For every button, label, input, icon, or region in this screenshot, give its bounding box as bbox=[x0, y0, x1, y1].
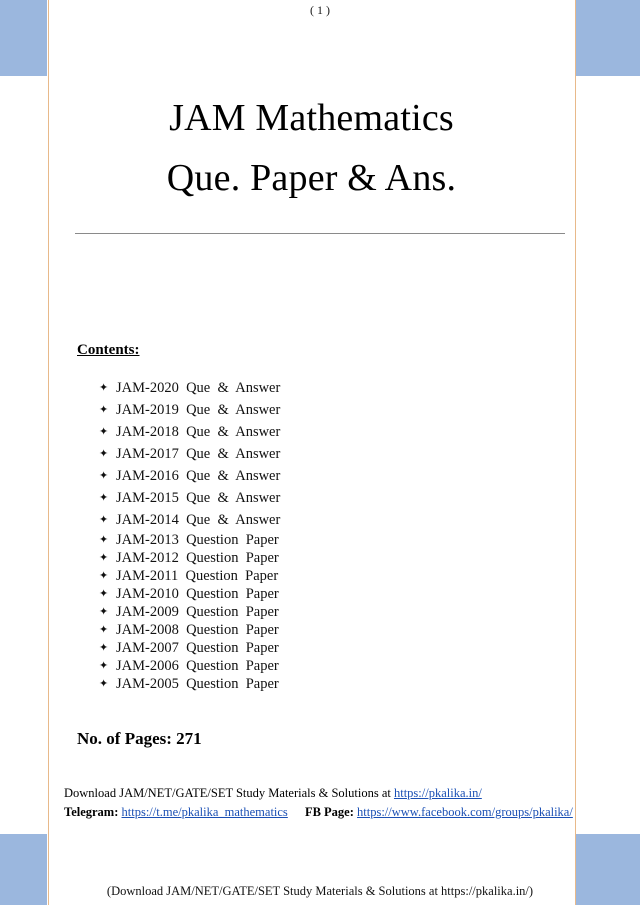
bullet-icon: ✦ bbox=[99, 624, 109, 636]
bullet-icon: ✦ bbox=[99, 606, 109, 618]
facebook-link[interactable]: https://www.facebook.com/groups/pkalika/ bbox=[357, 805, 573, 819]
list-item-label: JAM-2007 Question Paper bbox=[116, 640, 279, 656]
list-item-label: JAM-2010 Question Paper bbox=[116, 586, 279, 602]
bullet-icon: ✦ bbox=[99, 678, 109, 690]
list-item bbox=[96, 621, 496, 639]
title-line-1: JAM Mathematics bbox=[169, 97, 454, 139]
title-divider bbox=[75, 233, 565, 234]
list-item bbox=[96, 639, 496, 657]
bullet-icon: ✦ bbox=[99, 514, 109, 526]
telegram-label: Telegram: bbox=[64, 805, 119, 819]
bullet-icon: ✦ bbox=[99, 570, 109, 582]
list-item-label: JAM-2016 Que & Answer bbox=[116, 468, 281, 484]
list-item-label: JAM-2013 Question Paper bbox=[116, 532, 279, 548]
list-item-label: JAM-2009 Question Paper bbox=[116, 604, 279, 620]
bullet-icon: ✦ bbox=[99, 426, 109, 438]
list-item bbox=[96, 675, 496, 693]
list-item-label: JAM-2018 Que & Answer bbox=[116, 424, 281, 440]
list-item bbox=[96, 377, 496, 399]
list-item-label: JAM-2011 Question Paper bbox=[116, 568, 279, 584]
list-item bbox=[96, 465, 496, 487]
bullet-icon: ✦ bbox=[99, 588, 109, 600]
bullet-icon: ✦ bbox=[99, 642, 109, 654]
list-item bbox=[96, 443, 496, 465]
bullet-icon: ✦ bbox=[99, 534, 109, 546]
list-item bbox=[96, 549, 496, 567]
footer-download-text: Download JAM/NET/GATE/SET Study Materials & Solutions at bbox=[64, 786, 394, 800]
bullet-icon: ✦ bbox=[99, 470, 109, 482]
list-item bbox=[96, 567, 496, 585]
bullet-icon: ✦ bbox=[99, 448, 109, 460]
list-item-label: JAM-2006 Question Paper bbox=[116, 658, 279, 674]
facebook-label: FB Page: bbox=[304, 805, 354, 819]
contents-heading: Contents: bbox=[77, 342, 140, 358]
list-item-label: JAM-2014 Que & Answer bbox=[116, 512, 281, 528]
list-item bbox=[96, 509, 496, 531]
title-line-2: Que. Paper & Ans. bbox=[166, 157, 457, 199]
list-item bbox=[96, 421, 496, 443]
footer-bottom-note: (Download JAM/NET/GATE/SET Study Materials & Solutions at https://pkalika.in/) bbox=[106, 884, 534, 898]
list-item-label: JAM-2005 Question Paper bbox=[116, 676, 279, 692]
footer-download-line bbox=[64, 786, 482, 801]
pkalika-link[interactable]: https://pkalika.in/ bbox=[393, 786, 482, 800]
page-number: ( 1 ) bbox=[310, 3, 330, 17]
list-item bbox=[96, 657, 496, 675]
list-item-label: JAM-2015 Que & Answer bbox=[116, 490, 281, 506]
telegram-link[interactable]: https://t.me/pkalika_mathematics bbox=[121, 805, 288, 819]
footer-social-line bbox=[64, 805, 573, 820]
bullet-icon: ✦ bbox=[99, 552, 109, 564]
list-item-label: JAM-2008 Question Paper bbox=[116, 622, 279, 638]
bullet-icon: ✦ bbox=[99, 382, 109, 394]
list-item bbox=[96, 487, 496, 509]
bullet-icon: ✦ bbox=[99, 660, 109, 672]
page-count-label: No. of Pages: 271 bbox=[77, 729, 202, 748]
bullet-icon: ✦ bbox=[99, 404, 109, 416]
list-item bbox=[96, 603, 496, 621]
list-item bbox=[96, 399, 496, 421]
document-title bbox=[47, 88, 576, 208]
contents-list bbox=[96, 377, 496, 693]
list-item-label: JAM-2020 Que & Answer bbox=[116, 380, 281, 396]
list-item bbox=[96, 585, 496, 603]
bullet-icon: ✦ bbox=[99, 492, 109, 504]
list-item-label: JAM-2012 Question Paper bbox=[116, 550, 279, 566]
list-item-label: JAM-2017 Que & Answer bbox=[116, 446, 281, 462]
list-item-label: JAM-2019 Que & Answer bbox=[116, 402, 281, 418]
list-item bbox=[96, 531, 496, 549]
